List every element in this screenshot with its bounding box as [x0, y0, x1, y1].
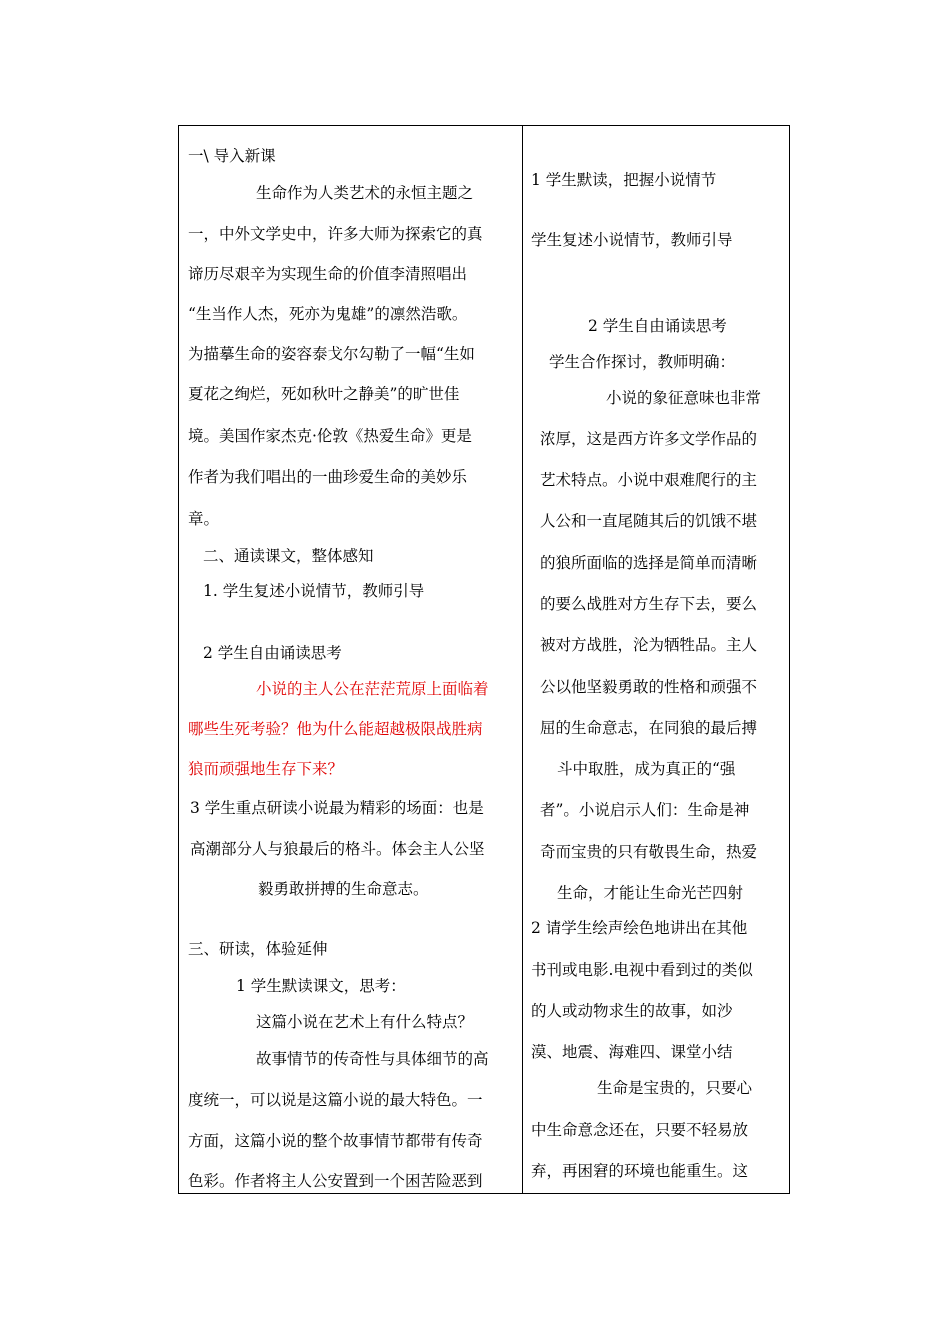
left-line: 一\ 导入新课 — [188, 147, 276, 165]
left-line: 生命作为人类艺术的永恒主题之 — [256, 184, 474, 202]
right-line: 屈的生命意志，在同狼的最后搏 — [540, 719, 758, 737]
right-line: 生命是宝贵的，只要心 — [597, 1079, 753, 1097]
right-line: 被对方战胜，沦为牺牲品。主人 — [540, 636, 758, 654]
right-line: 斗中取胜，成为真正的“强 — [557, 760, 736, 778]
left-line-question: 小说的主人公在茫茫荒原上面临着 — [256, 680, 489, 698]
right-line: 漠、地震、海难四、课堂小结 — [531, 1043, 733, 1061]
left-line: 1. 学生复述小说情节，教师引导 — [203, 582, 425, 600]
right-line: 书刊或电影.电视中看到过的类似 — [531, 961, 753, 979]
left-line-question: 哪些生死考验？他为什么能超越极限战胜病 — [188, 720, 483, 738]
left-line: 方面，这篇小说的整个故事情节都带有传奇 — [188, 1132, 483, 1150]
left-line: 毅勇敢拼搏的生命意志。 — [258, 880, 429, 898]
right-line: 公以他坚毅勇敢的性格和顽强不 — [540, 678, 758, 696]
right-line: 的狼所面临的选择是简单而清晰 — [540, 554, 758, 572]
right-line: 奇而宝贵的只有敬畏生命，热爱 — [540, 843, 758, 861]
right-line: 小说的象征意味也非常 — [606, 389, 762, 407]
left-line: 二、通读课文，整体感知 — [203, 547, 374, 565]
left-line-question: 狼而顽强地生存下来？ — [188, 760, 344, 778]
left-line: 一，中外文学史中，许多大师为探索它的真 — [188, 225, 483, 243]
left-line: 境。美国作家杰克·伦敦《热爱生命》更是 — [188, 427, 472, 445]
left-line: 度统一，可以说是这篇小说的最大特色。一 — [188, 1091, 483, 1109]
right-line: 学生合作探讨，教师明确： — [549, 353, 736, 371]
right-line: 弃，再困窘的环境也能重生。这 — [531, 1162, 749, 1180]
left-line: 1 学生默读课文，思考： — [236, 977, 406, 995]
right-line: 2 请学生绘声绘色地讲出在其他 — [531, 919, 748, 937]
left-line: 故事情节的传奇性与具体细节的高 — [256, 1050, 489, 1068]
right-line: 1 学生默读，把握小说情节 — [531, 171, 717, 189]
right-line: 学生复述小说情节，教师引导 — [531, 231, 733, 249]
column-divider — [522, 125, 523, 1194]
left-line: 色彩。作者将主人公安置到一个困苦险恶到 — [188, 1172, 483, 1190]
right-line: 的人或动物求生的故事，如沙 — [531, 1002, 733, 1020]
right-line: 艺术特点。小说中艰难爬行的主 — [540, 471, 758, 489]
left-line: 作者为我们唱出的一曲珍爱生命的美妙乐 — [188, 468, 468, 486]
right-line: 浓厚，这是西方许多文学作品的 — [540, 430, 758, 448]
left-line: 2 学生自由诵读思考 — [203, 644, 342, 662]
right-line: 生命，才能让生命光芒四射 — [557, 884, 744, 902]
left-line: 章。 — [188, 510, 220, 528]
right-line: 的要么战胜对方生存下去，要么 — [540, 595, 758, 613]
left-line: “生当作人杰，死亦为鬼雄”的凛然浩歌。 — [188, 305, 468, 323]
right-line: 者”。小说启示人们：生命是神 — [540, 801, 750, 819]
left-line: 夏花之绚烂，死如秋叶之静美”的旷世佳 — [188, 385, 460, 403]
left-line: 谛历尽艰辛为实现生命的价值李清照唱出 — [188, 265, 468, 283]
left-line: 为描摹生命的姿容泰戈尔勾勒了一幅“生如 — [188, 345, 475, 363]
left-line: 三、研读，体验延伸 — [188, 940, 328, 958]
right-line: 人公和一直尾随其后的饥饿不堪 — [540, 512, 758, 530]
left-line: 高潮部分人与狼最后的格斗。体会主人公坚 — [190, 840, 485, 858]
right-line: 中生命意念还在，只要不轻易放 — [531, 1121, 749, 1139]
left-line: 这篇小说在艺术上有什么特点？ — [256, 1013, 474, 1031]
left-line: 3 学生重点研读小说最为精彩的场面：也是 — [190, 799, 484, 817]
right-line: 2 学生自由诵读思考 — [588, 317, 727, 335]
